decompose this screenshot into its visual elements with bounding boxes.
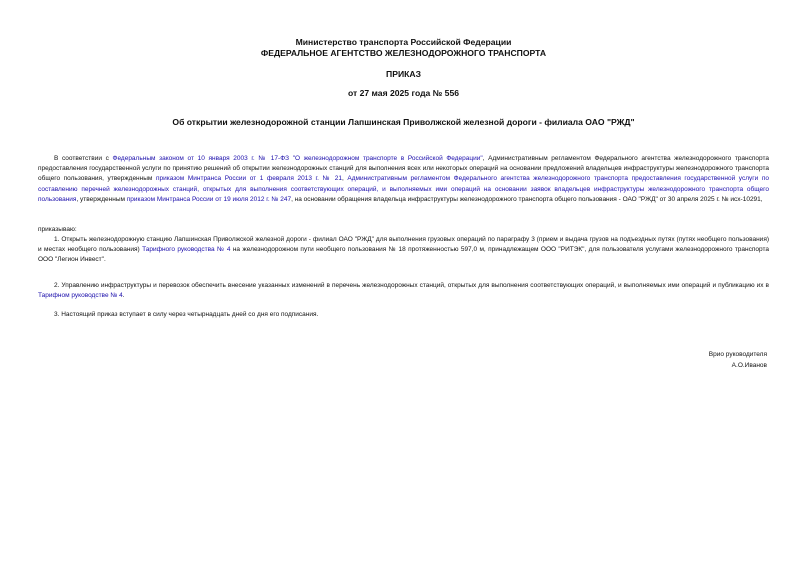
intro-text-5: , на основании обращения владельца инфраструктуры железнодорожного транспорта общего пользования - ОАО "РЖД" от 30 апреля 2025 г. № исх-10291, bbox=[291, 195, 763, 203]
item-1-paragraph bbox=[38, 235, 769, 266]
federal-law-link[interactable]: Федеральным законом от 10 января 2003 г. № 17-ФЗ "О железнодорожном транспорте в Российской Федерации" bbox=[112, 155, 483, 162]
tariff-guide-link-2[interactable]: Тарифном руководстве № 4 bbox=[38, 292, 123, 300]
agency-heading: ФЕДЕРАЛЬНОЕ АГЕНТСТВО ЖЕЛЕЗНОДОРОЖНОГО ТРАНСПОРТА bbox=[260, 48, 547, 58]
intro-text-4: , утвержденным bbox=[76, 195, 127, 203]
ministry-heading: Министерство транспорта Российской Федерации bbox=[295, 37, 512, 47]
order-word: приказываю: bbox=[38, 226, 77, 233]
intro-paragraph bbox=[38, 154, 769, 205]
doc-type-heading: ПРИКАЗ bbox=[386, 69, 421, 79]
admin-regulation-link[interactable]: Административным регламентом Федерального агентства железнодорожного транспорта предоставления государственной услуги по составлению перечней железнодорожных станций, открытых для выполнения соответствующих операций, и выполняемых ими операций на основании заявок владельцев инфраструктуры железнодорожного транспорта общего пользования bbox=[38, 175, 769, 203]
item-3-paragraph: 3. Настоящий приказ вступает в силу через четырнадцать дней со дня его подписания. bbox=[54, 311, 319, 318]
item-1-text-1: 1. Открыть железнодорожную станцию Лапшинская Приволжской железной дороги - филиал ОАО "РЖД" для выполнения грузовых операций по параграфу 3 (прием и выдача грузов на подъездных путях (путях необщего пользования) и местах необщего пользования) bbox=[38, 236, 769, 254]
item-2-text-2: . bbox=[122, 292, 125, 300]
signatory-name: А.О.Иванов bbox=[731, 362, 767, 369]
intro-text-1: В соответствии с bbox=[54, 155, 113, 162]
mintrans-order-21-link[interactable]: приказом Минтранса России от 1 февраля 2013 г. № 21 bbox=[155, 175, 343, 183]
item-2-text-1: 2. Управлению инфраструктуры и перевозок обеспечить внесение указанных изменений в перечень железнодорожных станций, открытых для выполнения соответствующих операций, и выполняемых ими операций и публикацию их в bbox=[54, 282, 769, 289]
signatory-position: Врио руководителя bbox=[708, 351, 767, 358]
tariff-guide-link[interactable]: Тарифного руководства № 4 bbox=[142, 246, 231, 254]
intro-text-3: , bbox=[342, 175, 348, 183]
intro-text-2: , Административным регламентом Федерального агентства железнодорожного транспорта предоставления государственной услуги по принятию решений об открытии железнодорожных станций для выполнения всех или некоторых операций на основании предложений владельцев инфраструктуры железнодорожного транспорта общего пользования, утвержденным bbox=[38, 155, 770, 183]
document-title: Об открытии железнодорожной станции Лапшинская Приволжской железной дороги - филиала ОАО "РЖД" bbox=[172, 117, 635, 127]
item-2-paragraph bbox=[38, 281, 769, 301]
item-1-text-2: на железнодорожном пути необщего пользования № 18 протяженностью 597,0 м, принадлежащем ООО "РИТЭК", для пользователя услугами железнодорожного транспорта ООО "Легион Инвест". bbox=[38, 246, 769, 264]
mintrans-order-247-link[interactable]: приказом Минтранса России от 19 июля 2012 г. № 247 bbox=[126, 195, 292, 203]
date-number: от 27 мая 2025 года № 556 bbox=[347, 88, 460, 98]
